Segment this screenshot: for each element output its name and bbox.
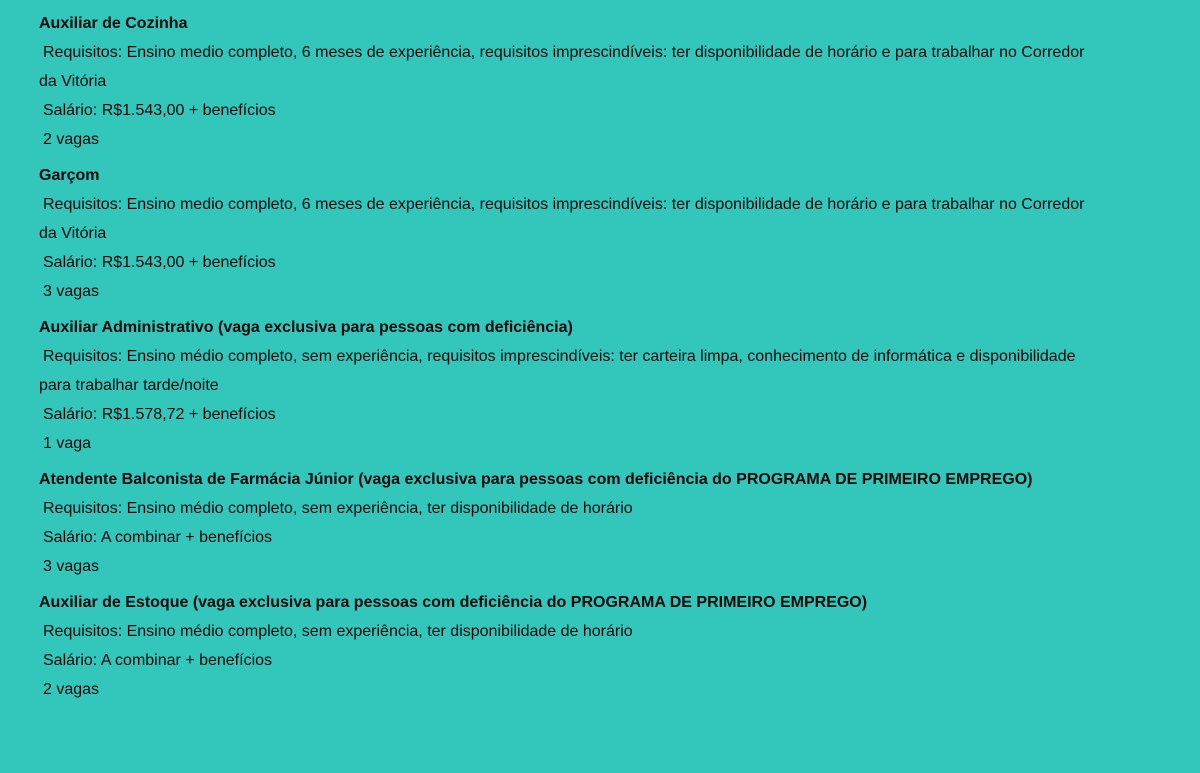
job-salary: Salário: R$1.578,72 + benefícios — [43, 406, 276, 423]
job-openings: 2 vagas — [43, 131, 100, 148]
job-title: Auxiliar Administrativo (vaga exclusiva para pessoas com deficiência) — [39, 319, 573, 336]
job-listing-auxiliar-cozinha — [39, 0, 1200, 154]
job-title: Auxiliar de Cozinha — [39, 15, 188, 32]
job-requirements: Requisitos: Ensino médio completo, sem experiência, ter disponibilidade de horário — [43, 623, 633, 640]
job-openings: 1 vaga — [43, 435, 92, 452]
job-title: Garçom — [39, 167, 100, 184]
job-listing-atendente-balconista — [39, 458, 1200, 581]
job-listing-auxiliar-administrativo — [39, 306, 1200, 458]
job-openings: 3 vagas — [43, 283, 100, 300]
job-openings: 2 vagas — [43, 681, 100, 698]
job-salary: Salário: R$1.543,00 + benefícios — [43, 254, 276, 271]
job-requirements: Requisitos: Ensino médio completo, sem experiência, ter disponibilidade de horário — [43, 500, 633, 517]
job-requirements: Requisitos: Ensino medio completo, 6 meses de experiência, requisitos imprescindíveis: ter disponibilidade de horário e para trabalhar no Corredor da Vitória — [39, 44, 1085, 90]
job-openings: 3 vagas — [43, 558, 100, 575]
job-requirements: Requisitos: Ensino médio completo, sem experiência, requisitos imprescindíveis: ter carteira limpa, conhecimento de informática e disponibilidade para trabalhar tarde/noite — [39, 348, 1076, 394]
job-title: Auxiliar de Estoque (vaga exclusiva para pessoas com deficiência do PROGRAMA DE PRIMEIRO EMPREGO) — [39, 594, 868, 611]
job-salary: Salário: A combinar + benefícios — [43, 529, 273, 546]
job-salary: Salário: R$1.543,00 + benefícios — [43, 102, 276, 119]
job-listing-auxiliar-estoque — [39, 581, 1200, 704]
job-listing-garcom — [39, 154, 1200, 306]
job-salary: Salário: A combinar + benefícios — [43, 652, 273, 669]
job-title: Atendente Balconista de Farmácia Júnior (vaga exclusiva para pessoas com deficiência do PROGRAMA DE PRIMEIRO EMPREGO) — [39, 471, 1033, 488]
job-requirements: Requisitos: Ensino medio completo, 6 meses de experiência, requisitos imprescindíveis: ter disponibilidade de horário e para trabalhar no Corredor da Vitória — [39, 196, 1085, 242]
